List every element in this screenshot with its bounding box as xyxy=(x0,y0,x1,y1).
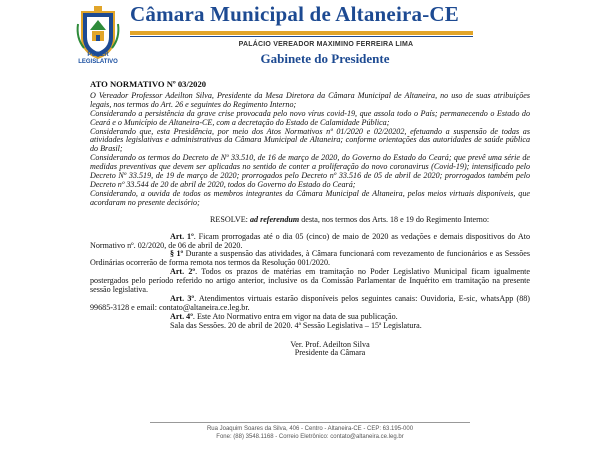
footer-address: Rua Joaquim Soares da Silva, 406 - Centro - Altaneira-CE - CEP: 63.195-000 xyxy=(206,426,414,432)
articles xyxy=(90,233,530,331)
act-title: ATO NORMATIVO Nº 03/2020 xyxy=(90,79,207,89)
preamble-paragraph: Considerando os termos do Decreto de Nº 33.510, de 16 de março de 2020, do Governo do Estado do Ceará; que prevê uma série de medidas preventivas que devem ser aplicadas no sentido de conter a proliferação do novo coronavirus (Covid-19); intensificado pelo Decreto Nº 33.519, de 19 de março de 2020; prorrogados pelo Decreto nº 33.516 de 05 de abril de 2020; prorrogados também pelo Decreto nº 33.544 de 20 de abril de 2020, todos do Governo do Estado do Ceará; xyxy=(90,153,530,189)
preamble-paragraph: Considerando, a ouvida de todos os membros integrantes da Câmara Municipal de Altaneira, pelos meios virtuais disponíveis, que acordaram no presente decisório; xyxy=(90,188,530,207)
signature-block xyxy=(90,341,530,359)
resolve-rest: desta, nos termos dos Arts. 18 e 19 do Regimento Interno: xyxy=(299,214,490,224)
article-1-label: Art. 1º xyxy=(170,231,194,241)
document-body xyxy=(90,80,530,358)
article-2 xyxy=(90,268,530,295)
seal-caption xyxy=(66,52,130,66)
office-title: Gabinete do Presidente xyxy=(260,51,390,66)
paragraph-1-label: § 1º xyxy=(170,249,184,259)
paragraph-1 xyxy=(90,250,530,268)
article-3 xyxy=(90,295,530,313)
preamble-paragraph: O Vereador Professor Adeilton Silva, Presidente da Mesa Diretora da Câmara Municipal de Altaneira, no uso de suas atribuições legais, nos termos do Art. 26 e seguintes do Regimento Interno; xyxy=(90,90,530,109)
paragraph-1-text: Durante a suspensão das atividades, à Câmara funcionará com revezamento de funcionários e as Sessões Ordinárias ocorrerão de forma remota nos termos da Resolução 001/2020. xyxy=(90,249,530,268)
footer-contact: Fone: (88) 3548.1168 - Correio Eletrônico: contato@altaneira.ce.leg.br xyxy=(216,434,404,440)
resolve-clause xyxy=(90,216,530,225)
footer xyxy=(120,425,500,441)
article-4-text: . Este Ato Normativo entra em vigor na data de sua publicação. xyxy=(192,311,398,321)
letterhead xyxy=(0,0,600,70)
article-3-label: Art. 3º xyxy=(170,293,195,303)
palace-subtitle: PALÁCIO VEREADOR MAXIMINO FERREIRA LIMA xyxy=(238,41,414,48)
article-3-text: . Atendimentos virtuais estarão disponíveis pelos seguintes canais: Ouvidoria, E-sic, whatsApp (88) 99685-3128 e email: contato@altaneira.ce.leg.br. xyxy=(90,293,530,312)
signer-name: Ver. Prof. Adeilton Silva xyxy=(290,339,370,349)
header-gold-rule xyxy=(130,31,473,35)
header-blue-rule xyxy=(130,36,473,37)
article-1-text: . Ficam prorrogadas até o dia 05 (cinco) de maio de 2020 as vedações e demais dispositivos do Ato Normativo nº. 02/2020, de 06 de abril de 2020. xyxy=(90,231,530,250)
signer-role: Presidente da Câmara xyxy=(294,348,366,358)
article-1 xyxy=(90,233,530,251)
article-4-label: Art. 4º xyxy=(170,311,193,321)
seal-caption-line-1: PODER xyxy=(87,52,109,58)
chamber-title: Câmara Municipal de Altaneira-CE xyxy=(130,2,459,26)
resolve-lead: RESOLVE: xyxy=(210,214,250,224)
closing-line: Sala das Sessões. 20 de abril de 2020. 4ª Sessão Legislativa – 15ª Legislatura. xyxy=(170,320,422,330)
preamble xyxy=(90,92,530,208)
article-2-text: . Todos os prazos de matérias em tramitação no Poder Legislativo Municipal ficam igualmente postergados pelo período referido no artigo anterior, inclusive os da Comissão Parlamentar de Inquérito em tramitação na presente sessão legislativa. xyxy=(90,267,531,295)
preamble-paragraph: Considerando a persistência da grave crise provocada pelo novo vírus covid-19, que assola todo o País; permanecendo o Estado do Ceará e o Município de Altaneira-CE, com a decretação do Estado de Calamidade Pública; xyxy=(90,108,530,127)
footer-rule xyxy=(150,422,470,423)
article-2-label: Art. 2º xyxy=(170,267,196,277)
seal-caption-line-2: LEGISLATIVO xyxy=(78,59,118,65)
resolve-emphasis: ad referendum xyxy=(249,214,300,224)
preamble-paragraph: Considerando que, esta Presidência, por meio dos Atos Normativos nº 01/2020 e 02/20202, efetuando a suspensão de todas as atividades legislativas e administrativas da Câmara Municipal de Altaneira; conforme orientações das autoridades de saúde pública do Brasil; xyxy=(90,126,530,154)
